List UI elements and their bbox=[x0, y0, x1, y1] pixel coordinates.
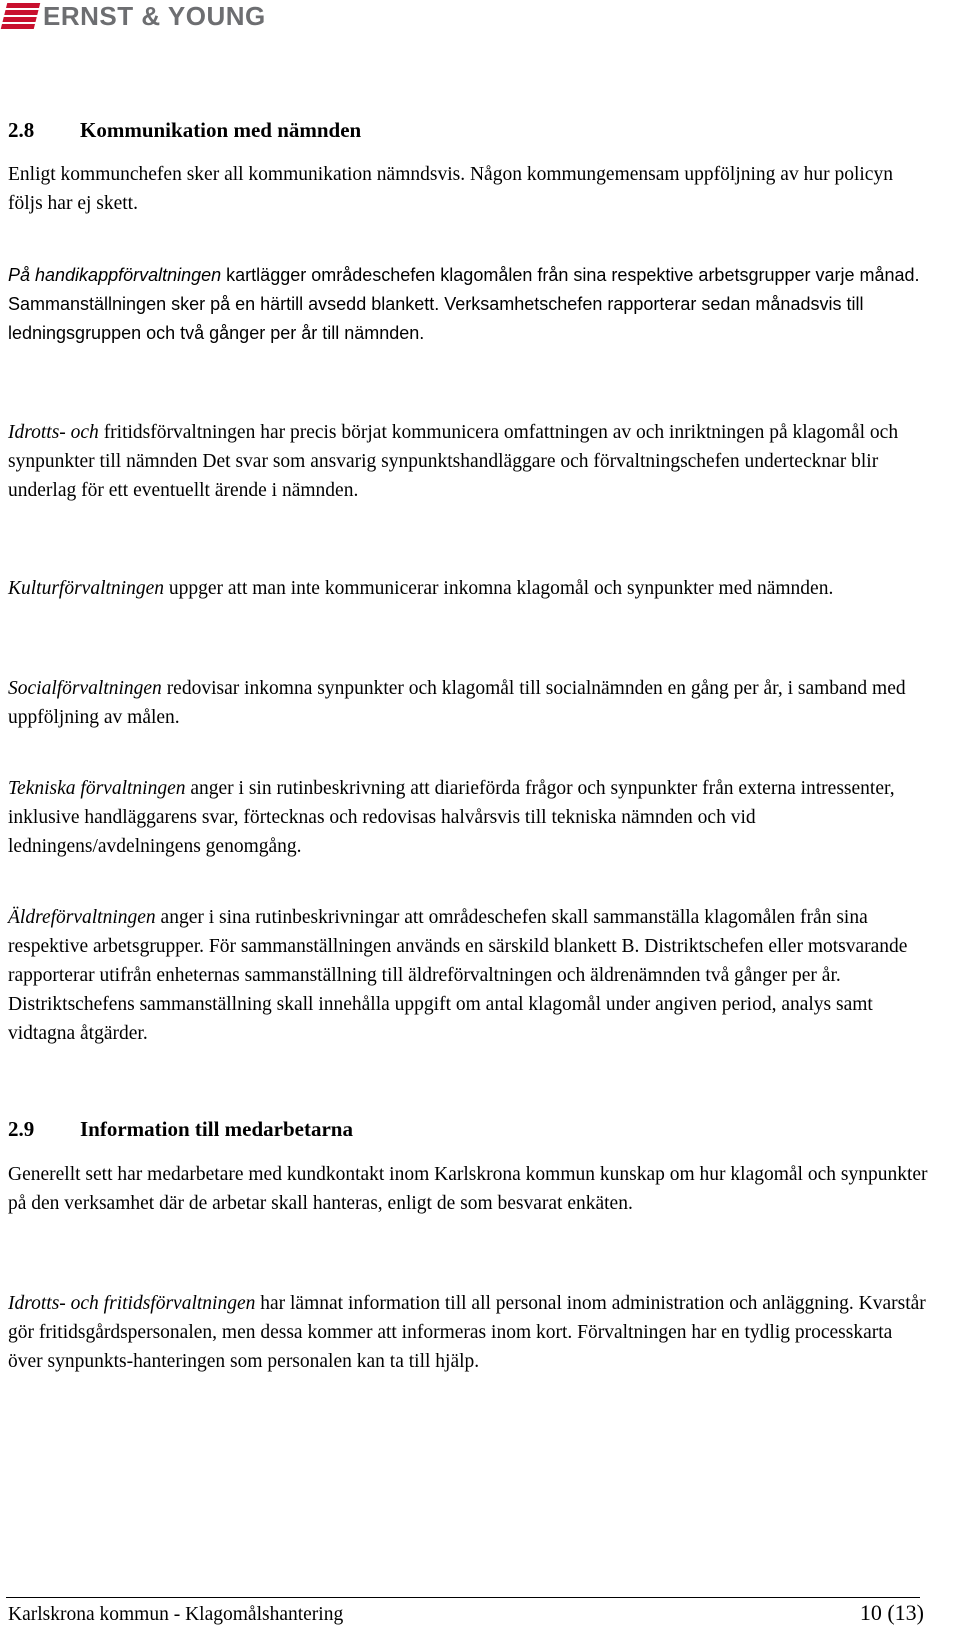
paragraph-lead-italic: Kulturförvaltningen bbox=[8, 578, 164, 599]
paragraph-body: kartlägger områdeschefen klagomålen från sina respektive arbetsgrupper varje månad. Sammanställningen sker på en härtill avsedd blankett. Verksamhetschefen rapporterar sedan månadsvis till ledningsgruppen och två gånger per år till nämnden. bbox=[8, 265, 920, 343]
paragraph-kommunchefen: Enligt kommunchefen sker all kommunikation nämndsvis. Någon kommungemensam uppföljning av hur policyn följs har ej skett. bbox=[8, 164, 893, 214]
paragraph-generellt: Generellt sett har medarbetare med kundkontakt inom Karlskrona kommun kunskap om hur klagomål och synpunkter på den verksamhet där de arbetar skall hanteras, enligt de som besvarat enkäten. bbox=[8, 1164, 928, 1214]
footer-document-title: Karlskrona kommun - Klagomålshantering bbox=[8, 1604, 344, 1625]
paragraph-lead-italic: På handikappförvaltningen bbox=[8, 265, 222, 285]
paragraph-body: har lämnat information till all personal inom administration och anläggning. Kvarstår gör fritidsgårdspersonalen, men dessa kommer att informeras inom kort. Förvaltningen har en tydlig processkarta över synpunkts-hanteringen som personalen kan ta till hjälp. bbox=[8, 1293, 926, 1372]
paragraph-lead-italic: Tekniska förvaltningen bbox=[8, 778, 186, 799]
paragraph-idrotts-information bbox=[8, 1289, 928, 1376]
ernst-young-logo bbox=[4, 0, 266, 32]
paragraph-body: fritidsförvaltningen har precis börjat kommunicera omfattningen av och inriktningen på klagomål och synpunkter till nämnden Det svar som ansvarig synpunktshandläggare och förvaltningschefen undertecknar blir underlag för ett eventuellt ärende i nämnden. bbox=[8, 422, 899, 501]
section-title: Information till medarbetarna bbox=[80, 1117, 353, 1141]
paragraph-lead-italic: Äldreförvaltningen bbox=[8, 907, 156, 928]
logo-text: ERNST & YOUNG bbox=[43, 1, 266, 31]
paragraph-body: anger i sin rutinbeskrivning att diarieförda frågor och synpunkter från externa intressenter, inklusive handläggarens svar, förtecknas och redovisas halvårsvis till tekniska nämnden och vid ledningens/avdelningens genomgång. bbox=[8, 778, 895, 857]
paragraph-kulturforvaltningen bbox=[8, 574, 928, 603]
logo-bars-icon bbox=[1, 3, 40, 29]
paragraph-lead-italic: Idrotts- och bbox=[8, 422, 99, 443]
paragraph-tekniska-forvaltningen bbox=[8, 774, 928, 861]
paragraph-lead-italic: Idrotts- och fritidsförvaltningen bbox=[8, 1293, 256, 1314]
section-number: 2.8 bbox=[8, 118, 35, 142]
footer-divider bbox=[6, 1597, 920, 1598]
footer-page-number: 10 (13) bbox=[859, 1600, 924, 1625]
section-heading-2-8 bbox=[8, 118, 361, 143]
paragraph-idrotts-fritidsforvaltningen bbox=[8, 418, 928, 505]
paragraph-socialforvaltningen bbox=[8, 674, 928, 732]
section-number: 2.9 bbox=[8, 1117, 35, 1141]
paragraph-body: anger i sina rutinbeskrivningar att områdeschefen skall sammanställa klagomålen från sina respektive arbetsgrupper. För sammanställningen används en särskild blankett B. Distriktschefen eller motsvarande rapporterar utifrån enheternas sammanställning till äldreförvaltningen och äldrenämnden två gånger per år. Distriktschefens sammanställning skall innehålla uppgift om antal klagomål under angiven period, analys samt vidtagna åtgärder. bbox=[8, 907, 908, 1044]
paragraph-body: uppger att man inte kommunicerar inkomna klagomål och synpunkter med nämnden. bbox=[164, 578, 834, 599]
section-heading-2-9 bbox=[8, 1117, 353, 1142]
paragraph-aldreforvaltningen bbox=[8, 903, 928, 1048]
section-title: Kommunikation med nämnden bbox=[80, 118, 362, 142]
paragraph-handikappforvaltningen bbox=[8, 261, 928, 348]
paragraph-body: redovisar inkomna synpunkter och klagomål till socialnämnden en gång per år, i samband med uppföljning av målen. bbox=[8, 678, 906, 728]
paragraph-lead-italic: Socialförvaltningen bbox=[8, 678, 162, 699]
